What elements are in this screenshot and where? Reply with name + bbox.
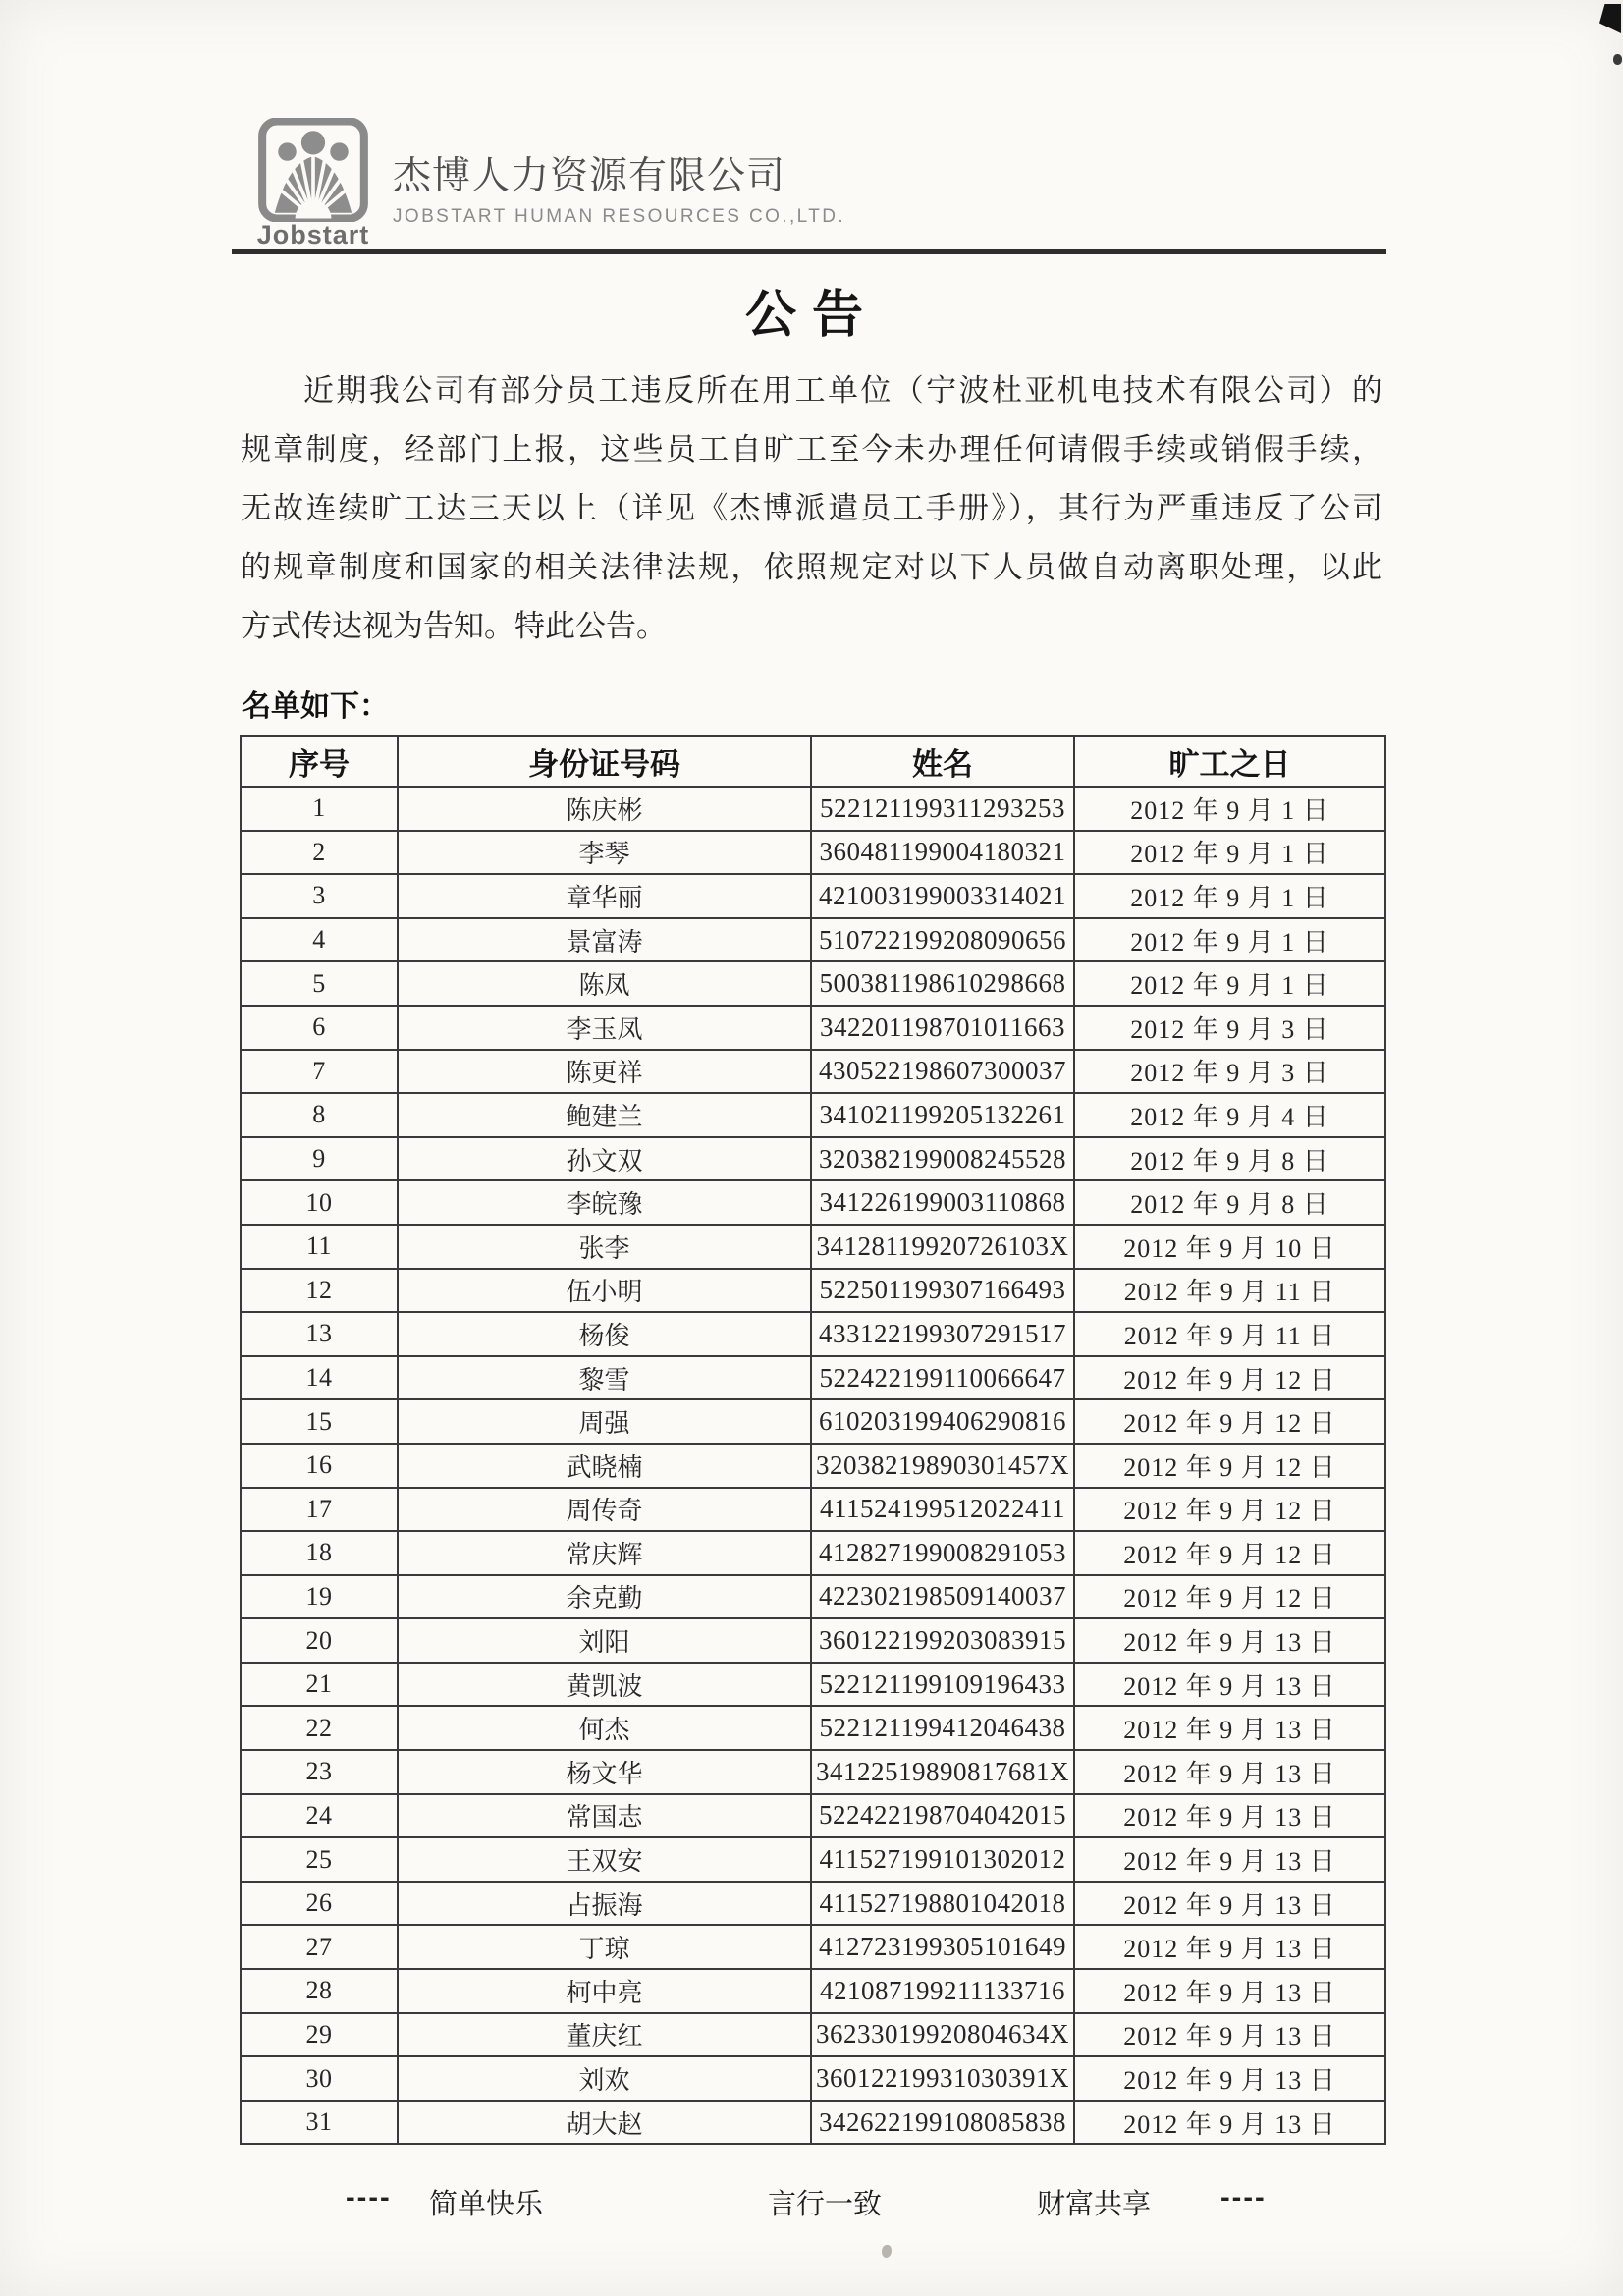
cell-date: 2012 年 9 月 13 日 bbox=[1074, 1706, 1385, 1750]
cell-date: 2012 年 9 月 8 日 bbox=[1074, 1137, 1385, 1181]
table-row bbox=[241, 2013, 1385, 2057]
table-body bbox=[241, 787, 1385, 2144]
cell-seq: 21 bbox=[241, 1663, 398, 1707]
cell-date: 2012 年 9 月 13 日 bbox=[1074, 1837, 1385, 1882]
footer-dash-left: ---- bbox=[346, 2182, 392, 2214]
cell-date: 2012 年 9 月 1 日 bbox=[1074, 874, 1385, 918]
table-row bbox=[241, 1488, 1385, 1532]
cell-id: 421087199211133716 bbox=[811, 1969, 1074, 2013]
cell-seq: 11 bbox=[241, 1225, 398, 1269]
cell-name: 常国志 bbox=[398, 1794, 811, 1838]
cell-date: 2012 年 9 月 13 日 bbox=[1074, 1882, 1385, 1926]
cell-id: 610203199406290816 bbox=[811, 1399, 1074, 1444]
cell-id: 34128119920726103X bbox=[811, 1225, 1074, 1269]
table-row bbox=[241, 1006, 1385, 1050]
scan-artifact-corner bbox=[1599, 4, 1621, 33]
cell-id: 500381198610298668 bbox=[811, 961, 1074, 1006]
table-row bbox=[241, 787, 1385, 831]
cell-id: 341021199205132261 bbox=[811, 1093, 1074, 1137]
cell-name: 武晓楠 bbox=[398, 1444, 811, 1488]
cell-date: 2012 年 9 月 13 日 bbox=[1074, 1794, 1385, 1838]
cell-seq: 4 bbox=[241, 918, 398, 962]
cell-name: 王双安 bbox=[398, 1837, 811, 1882]
cell-seq: 13 bbox=[241, 1312, 398, 1356]
cell-date: 2012 年 9 月 11 日 bbox=[1074, 1312, 1385, 1356]
cell-name: 丁琼 bbox=[398, 1925, 811, 1969]
cell-id: 411527198801042018 bbox=[811, 1882, 1074, 1926]
cell-id: 433122199307291517 bbox=[811, 1312, 1074, 1356]
company-name-zh: 杰博人力资源有限公司 bbox=[393, 155, 786, 197]
table-row bbox=[241, 1837, 1385, 1882]
cell-id: 411527199101302012 bbox=[811, 1837, 1074, 1882]
notice-line: 的规章制度和国家的相关法律法规，依照规定对以下人员做自动离职处理，以此 bbox=[241, 550, 1382, 584]
cell-seq: 23 bbox=[241, 1750, 398, 1794]
cell-name: 李玉凤 bbox=[398, 1006, 811, 1050]
cell-id: 421003199003314021 bbox=[811, 874, 1074, 918]
scan-artifact-smudge bbox=[882, 2245, 892, 2258]
table-row bbox=[241, 1093, 1385, 1137]
cell-date: 2012 年 9 月 13 日 bbox=[1074, 1750, 1385, 1794]
table-row bbox=[241, 1180, 1385, 1225]
footer-slogan-3: 财富共享 bbox=[1037, 2189, 1152, 2220]
cell-seq: 22 bbox=[241, 1706, 398, 1750]
cell-date: 2012 年 9 月 3 日 bbox=[1074, 1006, 1385, 1050]
cell-id: 32038219890301457X bbox=[811, 1444, 1074, 1488]
cell-name: 董庆红 bbox=[398, 2013, 811, 2057]
table-row bbox=[241, 2056, 1385, 2101]
cell-id: 360481199004180321 bbox=[811, 831, 1074, 875]
cell-seq: 20 bbox=[241, 1618, 398, 1663]
cell-name: 黄凯波 bbox=[398, 1663, 811, 1707]
cell-seq: 15 bbox=[241, 1399, 398, 1444]
table-row bbox=[241, 1969, 1385, 2013]
cell-date: 2012 年 9 月 12 日 bbox=[1074, 1531, 1385, 1575]
cell-date: 2012 年 9 月 11 日 bbox=[1074, 1269, 1385, 1313]
table-row bbox=[241, 1356, 1385, 1400]
column-header-name: 姓名 bbox=[811, 736, 1074, 787]
table-row bbox=[241, 961, 1385, 1006]
table-row bbox=[241, 1312, 1385, 1356]
table-row bbox=[241, 2101, 1385, 2145]
table-row bbox=[241, 1663, 1385, 1707]
scan-artifact-speck bbox=[1613, 54, 1622, 65]
table-row bbox=[241, 1050, 1385, 1094]
roster-table bbox=[240, 735, 1386, 2145]
table-row bbox=[241, 1706, 1385, 1750]
cell-seq: 19 bbox=[241, 1575, 398, 1619]
cell-name: 陈庆彬 bbox=[398, 787, 811, 831]
cell-name: 张李 bbox=[398, 1225, 811, 1269]
table-header-row bbox=[241, 736, 1385, 787]
cell-date: 2012 年 9 月 13 日 bbox=[1074, 2056, 1385, 2101]
cell-id: 510722199208090656 bbox=[811, 918, 1074, 962]
cell-name: 周传奇 bbox=[398, 1488, 811, 1532]
column-header-date: 旷工之日 bbox=[1074, 736, 1385, 787]
table-row bbox=[241, 1750, 1385, 1794]
notice-line: 规章制度，经部门上报，这些员工自旷工至今未办理任何请假手续或销假手续， bbox=[241, 432, 1382, 466]
cell-seq: 8 bbox=[241, 1093, 398, 1137]
notice-paragraph bbox=[241, 361, 1382, 656]
table-row bbox=[241, 1575, 1385, 1619]
cell-seq: 16 bbox=[241, 1444, 398, 1488]
jobstart-logo-icon bbox=[255, 118, 371, 222]
cell-seq: 6 bbox=[241, 1006, 398, 1050]
cell-name: 李皖豫 bbox=[398, 1180, 811, 1225]
table-row bbox=[241, 1444, 1385, 1488]
cell-seq: 30 bbox=[241, 2056, 398, 2101]
cell-id: 522422198704042015 bbox=[811, 1794, 1074, 1838]
cell-seq: 27 bbox=[241, 1925, 398, 1969]
table-row bbox=[241, 918, 1385, 962]
cell-seq: 2 bbox=[241, 831, 398, 875]
company-logo bbox=[251, 118, 379, 247]
cell-date: 2012 年 9 月 13 日 bbox=[1074, 1925, 1385, 1969]
cell-id: 430522198607300037 bbox=[811, 1050, 1074, 1094]
cell-seq: 29 bbox=[241, 2013, 398, 2057]
cell-name: 陈更祥 bbox=[398, 1050, 811, 1094]
table-row bbox=[241, 831, 1385, 875]
list-intro-label: 名单如下： bbox=[242, 690, 389, 723]
column-header-seq: 序号 bbox=[241, 736, 398, 787]
table-row bbox=[241, 874, 1385, 918]
cell-seq: 26 bbox=[241, 1882, 398, 1926]
footer-slogan-1: 简单快乐 bbox=[429, 2189, 544, 2220]
logo-wordmark: Jobstart bbox=[256, 220, 370, 249]
cell-name: 陈凤 bbox=[398, 961, 811, 1006]
cell-name: 孙文双 bbox=[398, 1137, 811, 1181]
company-name-block bbox=[393, 145, 845, 228]
cell-id: 412827199008291053 bbox=[811, 1531, 1074, 1575]
company-name-en: JOBSTART HUMAN RESOURCES CO.,LTD. bbox=[393, 206, 846, 227]
table-row bbox=[241, 1794, 1385, 1838]
header-divider bbox=[232, 249, 1386, 254]
cell-name: 杨俊 bbox=[398, 1312, 811, 1356]
notice-line: 近期我公司有部分员工违反所在用工单位（宁波杜亚机电技术有限公司）的 bbox=[303, 373, 1382, 408]
cell-id: 36233019920804634X bbox=[811, 2013, 1074, 2057]
table-row bbox=[241, 1225, 1385, 1269]
cell-name: 鲍建兰 bbox=[398, 1093, 811, 1137]
cell-date: 2012 年 9 月 1 日 bbox=[1074, 787, 1385, 831]
cell-date: 2012 年 9 月 12 日 bbox=[1074, 1575, 1385, 1619]
table-row bbox=[241, 1137, 1385, 1181]
cell-id: 342201198701011663 bbox=[811, 1006, 1074, 1050]
cell-seq: 17 bbox=[241, 1488, 398, 1532]
footer-slogan-2: 言行一致 bbox=[768, 2189, 883, 2220]
cell-id: 522121199412046438 bbox=[811, 1706, 1074, 1750]
cell-id: 411524199512022411 bbox=[811, 1488, 1074, 1532]
page-title: 公告 bbox=[744, 288, 879, 344]
cell-id: 522121199109196433 bbox=[811, 1663, 1074, 1707]
cell-id: 360122199203083915 bbox=[811, 1618, 1074, 1663]
cell-date: 2012 年 9 月 12 日 bbox=[1074, 1488, 1385, 1532]
cell-date: 2012 年 9 月 1 日 bbox=[1074, 918, 1385, 962]
cell-name: 占振海 bbox=[398, 1882, 811, 1926]
cell-seq: 3 bbox=[241, 874, 398, 918]
cell-id: 36012219931030391X bbox=[811, 2056, 1074, 2101]
table-row bbox=[241, 1269, 1385, 1313]
cell-date: 2012 年 9 月 1 日 bbox=[1074, 831, 1385, 875]
cell-seq: 14 bbox=[241, 1356, 398, 1400]
cell-seq: 10 bbox=[241, 1180, 398, 1225]
cell-name: 景富涛 bbox=[398, 918, 811, 962]
cell-id: 522422199110066647 bbox=[811, 1356, 1074, 1400]
cell-date: 2012 年 9 月 4 日 bbox=[1074, 1093, 1385, 1137]
cell-name: 柯中亮 bbox=[398, 1969, 811, 2013]
cell-name: 常庆辉 bbox=[398, 1531, 811, 1575]
cell-name: 李琴 bbox=[398, 831, 811, 875]
cell-name: 胡大赵 bbox=[398, 2101, 811, 2145]
cell-id: 342622199108085838 bbox=[811, 2101, 1074, 2145]
cell-date: 2012 年 9 月 13 日 bbox=[1074, 2101, 1385, 2145]
cell-date: 2012 年 9 月 12 日 bbox=[1074, 1399, 1385, 1444]
cell-seq: 12 bbox=[241, 1269, 398, 1313]
cell-name: 黎雪 bbox=[398, 1356, 811, 1400]
cell-id: 320382199008245528 bbox=[811, 1137, 1074, 1181]
cell-id: 412723199305101649 bbox=[811, 1925, 1074, 1969]
cell-seq: 5 bbox=[241, 961, 398, 1006]
table-row bbox=[241, 1925, 1385, 1969]
cell-seq: 31 bbox=[241, 2101, 398, 2145]
cell-seq: 28 bbox=[241, 1969, 398, 2013]
cell-seq: 25 bbox=[241, 1837, 398, 1882]
cell-seq: 9 bbox=[241, 1137, 398, 1181]
table-row bbox=[241, 1882, 1385, 1926]
cell-name: 杨文华 bbox=[398, 1750, 811, 1794]
cell-id: 34122519890817681X bbox=[811, 1750, 1074, 1794]
cell-date: 2012 年 9 月 13 日 bbox=[1074, 1969, 1385, 2013]
cell-seq: 18 bbox=[241, 1531, 398, 1575]
cell-id: 341226199003110868 bbox=[811, 1180, 1074, 1225]
cell-seq: 24 bbox=[241, 1794, 398, 1838]
cell-name: 何杰 bbox=[398, 1706, 811, 1750]
cell-id: 522501199307166493 bbox=[811, 1269, 1074, 1313]
cell-date: 2012 年 9 月 1 日 bbox=[1074, 961, 1385, 1006]
cell-id: 422302198509140037 bbox=[811, 1575, 1074, 1619]
cell-date: 2012 年 9 月 13 日 bbox=[1074, 1663, 1385, 1707]
cell-date: 2012 年 9 月 12 日 bbox=[1074, 1444, 1385, 1488]
cell-date: 2012 年 9 月 13 日 bbox=[1074, 2013, 1385, 2057]
footer-dash-right: ---- bbox=[1220, 2182, 1267, 2214]
table-row bbox=[241, 1531, 1385, 1575]
cell-id: 522121199311293253 bbox=[811, 787, 1074, 831]
cell-date: 2012 年 9 月 3 日 bbox=[1074, 1050, 1385, 1094]
cell-seq: 7 bbox=[241, 1050, 398, 1094]
cell-name: 刘欢 bbox=[398, 2056, 811, 2101]
cell-name: 余克勤 bbox=[398, 1575, 811, 1619]
cell-date: 2012 年 9 月 8 日 bbox=[1074, 1180, 1385, 1225]
cell-name: 章华丽 bbox=[398, 874, 811, 918]
cell-date: 2012 年 9 月 10 日 bbox=[1074, 1225, 1385, 1269]
cell-date: 2012 年 9 月 12 日 bbox=[1074, 1356, 1385, 1400]
cell-seq: 1 bbox=[241, 787, 398, 831]
table-row bbox=[241, 1618, 1385, 1663]
notice-line: 方式传达视为告知。特此公告。 bbox=[241, 609, 667, 643]
table-row bbox=[241, 1399, 1385, 1444]
cell-name: 刘阳 bbox=[398, 1618, 811, 1663]
cell-name: 伍小明 bbox=[398, 1269, 811, 1313]
cell-name: 周强 bbox=[398, 1399, 811, 1444]
cell-date: 2012 年 9 月 13 日 bbox=[1074, 1618, 1385, 1663]
column-header-id: 身份证号码 bbox=[398, 736, 811, 787]
notice-line: 无故连续旷工达三天以上（详见《杰博派遣员工手册》），其行为严重违反了公司 bbox=[241, 491, 1382, 525]
